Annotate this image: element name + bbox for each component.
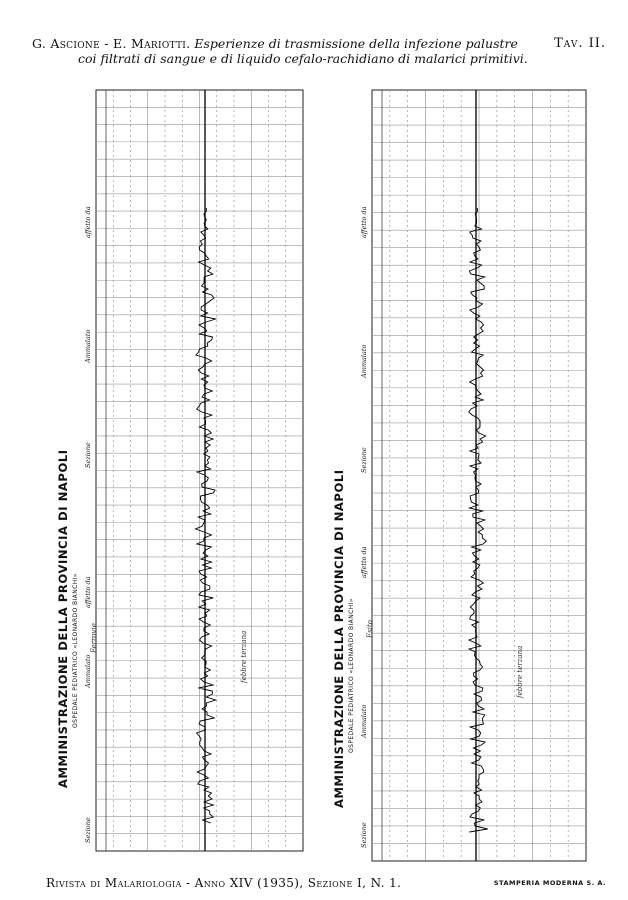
temperature-chart-2 [326, 88, 588, 863]
chart-2-field-affetto-2: affetto da [360, 206, 368, 238]
chart-1-field-affetto: affetto da [84, 576, 92, 608]
chart-2-handwritten-note-2: febbre terzana [516, 645, 524, 698]
chart-1-grid [50, 88, 305, 853]
chart-1-field-affetto-2: affetto da [84, 206, 92, 238]
article-title-part-2: coi filtrati di sangue e di liquido cefalo-rachidiano di malarici primitivi. [78, 51, 528, 66]
journal-citation: Rivista di Malariologia - Anno XIV (1935), Sezione I, N. 1. [46, 876, 402, 890]
chart-2-field-ammalato-2: Ammalato [360, 344, 368, 378]
plate-number: Tav. II. [554, 36, 606, 51]
chart-1-field-ammalato: Ammalato [84, 654, 92, 688]
header-line-1 [32, 36, 518, 51]
chart-2-field-sezione: Sezione [360, 822, 368, 848]
chart-2-field-sezione-2: Sezione [360, 447, 368, 473]
chart-1-admin-heading: AMMINISTRAZIONE DELLA PROVINCIA DI NAPOLI [56, 449, 70, 788]
chart-1-field-ammalato-2: Ammalato [84, 329, 92, 363]
printer-name: STAMPERIA MODERNA S. A. [493, 879, 606, 887]
article-title-part-1: Esperienze di trasmissione della infezione palustre [194, 36, 518, 51]
chart-2-grid [326, 88, 588, 863]
chart-1-handwritten-note-2: febbre terzana [240, 630, 248, 683]
chart-2-admin-heading: AMMINISTRAZIONE DELLA PROVINCIA DI NAPOLI [332, 469, 346, 808]
chart-1-hospital-name: OSPEDALE PEDIATRICO «LEONARDO BIANCHI» [72, 573, 79, 728]
chart-1-handwritten-note-1: Ferrovie [90, 623, 98, 653]
chart-2-handwritten-note-1: Esito [366, 620, 374, 638]
chart-1-field-sezione: Sezione [84, 817, 92, 843]
chart-2-field-ammalato: Ammalato [360, 704, 368, 738]
chart-2-field-affetto: affetto da [360, 546, 368, 578]
chart-2-hospital-name: OSPEDALE PEDIATRICO «LEONARDO BIANCHI» [348, 598, 355, 753]
chart-1-field-sezione-2: Sezione [84, 442, 92, 468]
authors: G. Ascione - E. Mariotti. [32, 36, 191, 51]
temperature-chart-1 [50, 88, 305, 853]
